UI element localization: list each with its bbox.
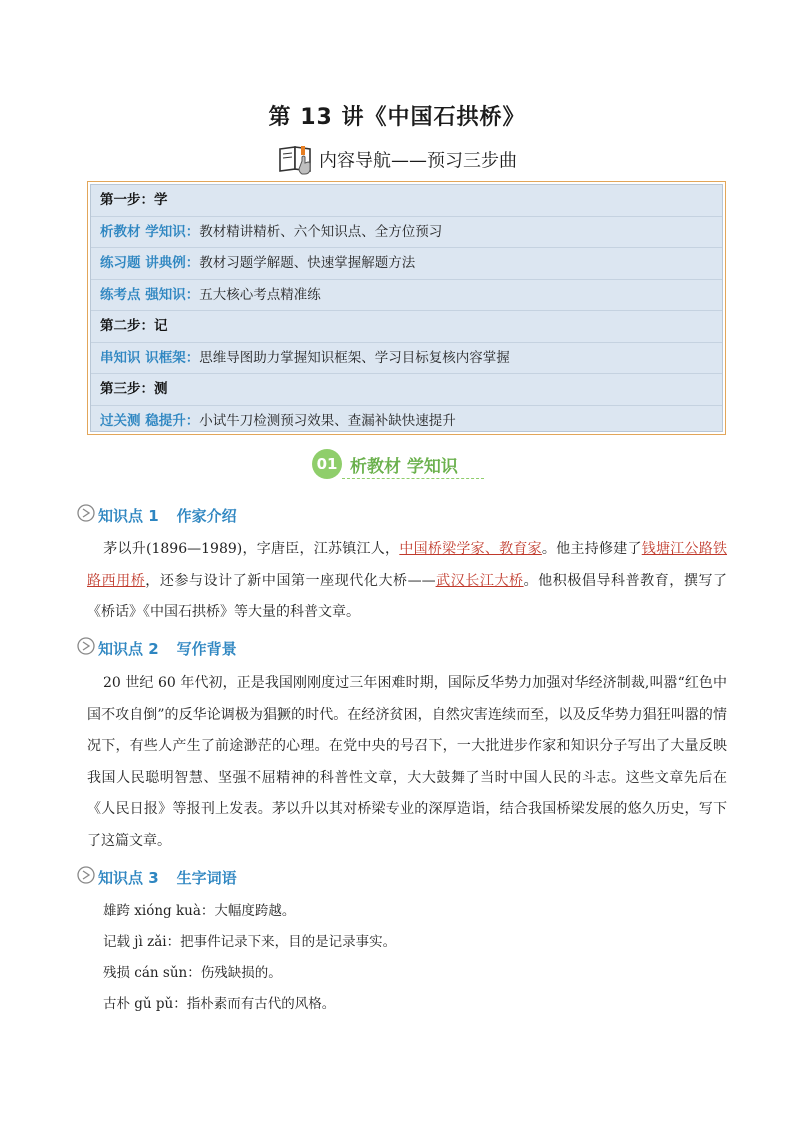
kp1-text-3: ，还参与设计了新中国第一座现代化大桥—— [145, 572, 436, 589]
step-label: 第三步：测 [100, 381, 168, 397]
section-underline [342, 478, 484, 479]
vocab-item: 残损 cán sǔn：伤残缺损的。 [103, 965, 282, 981]
kp2-label: 知识点 2 [98, 639, 159, 658]
kp1-paragraph [87, 534, 727, 629]
step-item-highlight: 过关测 稳提升： [100, 412, 200, 429]
vocab-item: 古朴 gǔ pǔ：指朴素而有古代的风格。 [103, 996, 336, 1012]
step-item-desc: 教材精讲精析、六个知识点、全方位预习 [199, 223, 443, 240]
step-heading-row [91, 374, 722, 406]
kp3-label: 知识点 3 [98, 868, 159, 887]
page-title: 第 13 讲《中国石拱桥》 [268, 105, 526, 130]
step-heading-row [91, 185, 722, 217]
step-item-desc: 小试牛刀检测预习效果、查漏补缺快速提升 [199, 412, 456, 429]
kp1-text-4: 。他积极倡导科普教育，撰写了《桥话》《中国石拱桥》等大量的科普文章。 [87, 572, 728, 620]
step-heading-row [91, 311, 722, 343]
vocab-item: 记载 jì zǎi：把事件记录下来，目的是记录事实。 [103, 934, 397, 950]
step-item-row [91, 343, 722, 375]
step-item-desc: 思维导图助力掌握知识框架、学习目标复核内容掌握 [199, 349, 510, 366]
kp2-title: 写作背景 [176, 639, 237, 658]
kp1-label: 知识点 1 [98, 506, 159, 525]
section-header [312, 447, 458, 481]
step-item-row [91, 248, 722, 280]
circle-arrow-icon [76, 503, 96, 527]
kp1-underline-1: 中国桥梁学家、教育家 [399, 541, 542, 557]
kp1-heading [76, 503, 237, 527]
book-hand-icon [277, 143, 317, 180]
circle-arrow-icon [76, 636, 96, 660]
steps-box [87, 181, 726, 435]
kp1-underline-3: 武汉长江大桥 [435, 572, 524, 589]
page-subtitle [0, 143, 794, 180]
kp3-title: 生字词语 [176, 868, 237, 887]
section-title: 析教材 学知识 [350, 456, 458, 477]
step-item-row [91, 280, 722, 312]
kp1-text-2: 。他主持修建了 [541, 541, 642, 557]
kp1-title: 作家介绍 [176, 506, 237, 525]
subtitle-text: 内容导航——预习三步曲 [319, 150, 517, 172]
vocab-list [103, 896, 396, 1020]
step-item-row [91, 217, 722, 249]
kp2-heading [76, 636, 237, 660]
step-label: 第一步：学 [100, 192, 168, 208]
step-label: 第二步：记 [100, 318, 168, 334]
circle-arrow-icon [76, 865, 96, 889]
steps-box-inner [90, 184, 723, 432]
kp2-text: 20 世纪 60 年代初，正是我国刚刚度过三年困难时期，国际反华势力加强对华经济制裁,叫嚣“红色中国不攻自倒”的反华论调极为猖獗的时代。在经济贫困，自然灾害连续而至，以及反华势力猖狂叫嚣的情况下，有些人产生了前途渺茫的心理。在党中央的号召下，一大批进步作家和知识分子写出了大量反映我国人民聪明智慧、坚强不屈精神的科普性文章，大大鼓舞了当时中国人民的斗志。这些文章先后在《人民日报》等报刊上发表。茅以升以其对桥梁专业的深厚造诣，结合我国桥梁发展的悠久历史，写下了这篇文章。 [87, 675, 727, 849]
step-item-highlight: 练习题 讲典例： [100, 255, 200, 271]
step-item-desc: 教材习题学解题、快速掌握解题方法 [199, 255, 416, 271]
step-item-highlight: 串知识 识框架： [100, 349, 200, 366]
step-item-highlight: 析教材 学知识： [100, 223, 200, 240]
step-item-desc: 五大核心考点精准练 [199, 286, 321, 303]
step-item-highlight: 练考点 强知识： [100, 286, 200, 303]
step-item-row [91, 406, 722, 437]
vocab-item: 雄跨 xióng kuà：大幅度跨越。 [103, 903, 296, 919]
kp1-text-1: 茅以升(1896—1989)，字唐臣，江苏镇江人， [103, 541, 400, 557]
kp1-underline-2: 钱塘江公路铁路西用桥 [87, 541, 728, 589]
section-number-badge: 01 [312, 449, 342, 479]
kp3-heading [76, 865, 237, 889]
kp2-paragraph [87, 668, 727, 857]
